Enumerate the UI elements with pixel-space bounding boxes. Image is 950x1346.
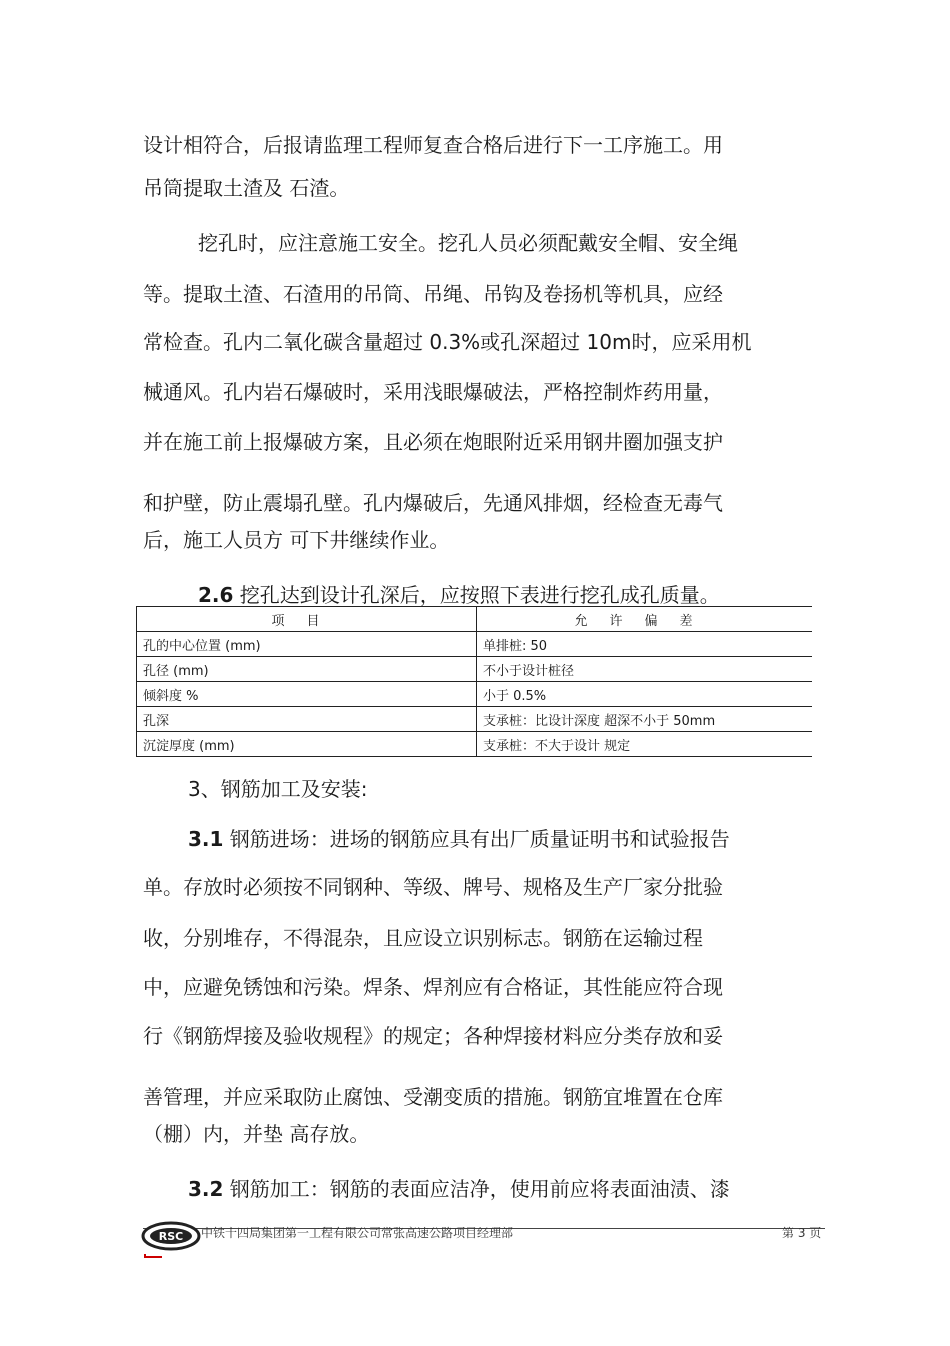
company-logo (140, 1214, 202, 1258)
table-caption (198, 583, 720, 607)
table-cell: 支承桩：不大于设计 规定 (477, 732, 813, 757)
table-cell: 小于 0.5% (477, 682, 813, 707)
section-heading: 3、钢筋加工及安装: (188, 777, 368, 801)
paragraph-line (188, 827, 730, 851)
caption-text: 挖孔达到设计孔深后，应按照下表进行挖孔成孔质量。 (239, 583, 720, 607)
paragraph-line: 挖孔时，应注意施工安全。挖孔人员必须配戴安全帽、安全绳 (198, 231, 738, 255)
paragraph-line: 械通风。孔内岩石爆破时，采用浅眼爆破法，严格控制炸药用量， (143, 380, 723, 404)
paragraph-line: 单。存放时必须按不同钢种、等级、牌号、规格及生产厂家分批验 (143, 875, 723, 899)
header-item: 项目 (137, 607, 477, 632)
table-cell: 不小于设计桩径 (477, 657, 813, 682)
paragraph-line: （棚）内，并垫 高存放。 (143, 1122, 370, 1146)
table-cell: 孔径 (mm) (137, 657, 477, 682)
paragraph-line: 行《钢筋焊接及验收规程》的规定；各种焊接材料应分类存放和妥 (143, 1024, 723, 1048)
table-cell: 倾斜度 % (137, 682, 477, 707)
section-number: 3.2 (188, 1177, 224, 1201)
paragraph-line: 收，分别堆存，不得混杂，且应设立识别标志。钢筋在运输过程 (143, 926, 703, 950)
paragraph-line: 并在施工前上报爆破方案，且必须在炮眼附近采用钢井圈加强支护 (143, 430, 723, 454)
quality-table (136, 606, 812, 757)
paragraph-line (188, 1177, 730, 1201)
table-row (137, 707, 813, 732)
table-header-row (137, 607, 813, 632)
table-row (137, 732, 813, 757)
footer-organization: 中铁十四局集团第一工程有限公司常张高速公路项目经理部 (201, 1226, 514, 1240)
page-number: 第 3 页 (782, 1226, 822, 1240)
paragraph-text: 钢筋进场：进场的钢筋应具有出厂质量证明书和试验报告 (229, 827, 730, 851)
paragraph-line: 吊筒提取土渣及 石渣。 (143, 176, 350, 200)
table-cell: 沉淀厚度 (mm) (137, 732, 477, 757)
logo-text: RSC (158, 1230, 184, 1243)
paragraph-text: 钢筋加工：钢筋的表面应洁净，使用前应将表面油渍、漆 (229, 1177, 730, 1201)
paragraph-line: 设计相符合，后报请监理工程师复查合格后进行下一工序施工。用 (143, 133, 723, 157)
table-row (137, 632, 813, 657)
paragraph-line: 后，施工人员方 可下井继续作业。 (143, 528, 450, 552)
paragraph-line: 和护壁，防止震塌孔壁。孔内爆破后，先通风排烟，经检查无毒气 (143, 491, 723, 515)
table-cell: 支承桩：比设计深度 超深不小于 50mm (477, 707, 813, 732)
header-tolerance: 允许偏差 (477, 607, 813, 632)
section-number: 3.1 (188, 827, 224, 851)
table-row (137, 657, 813, 682)
paragraph-line: 善管理，并应采取防止腐蚀、受潮变质的措施。钢筋宜堆置在仓库 (143, 1085, 723, 1109)
paragraph-line: 中，应避免锈蚀和污染。焊条、焊剂应有合格证，其性能应符合现 (143, 975, 723, 999)
table-row (137, 682, 813, 707)
table-cell: 孔的中心位置 (mm) (137, 632, 477, 657)
table-cell: 孔深 (137, 707, 477, 732)
paragraph-line: 等。提取土渣、石渣用的吊筒、吊绳、吊钩及卷扬机等机具，应经 (143, 282, 723, 306)
table-cell: 单排桩: 50 (477, 632, 813, 657)
caption-number: 2.6 (198, 583, 234, 607)
paragraph-line: 常检查。孔内二氧化碳含量超过 0.3%或孔深超过 10m时，应采用机 (143, 330, 752, 354)
